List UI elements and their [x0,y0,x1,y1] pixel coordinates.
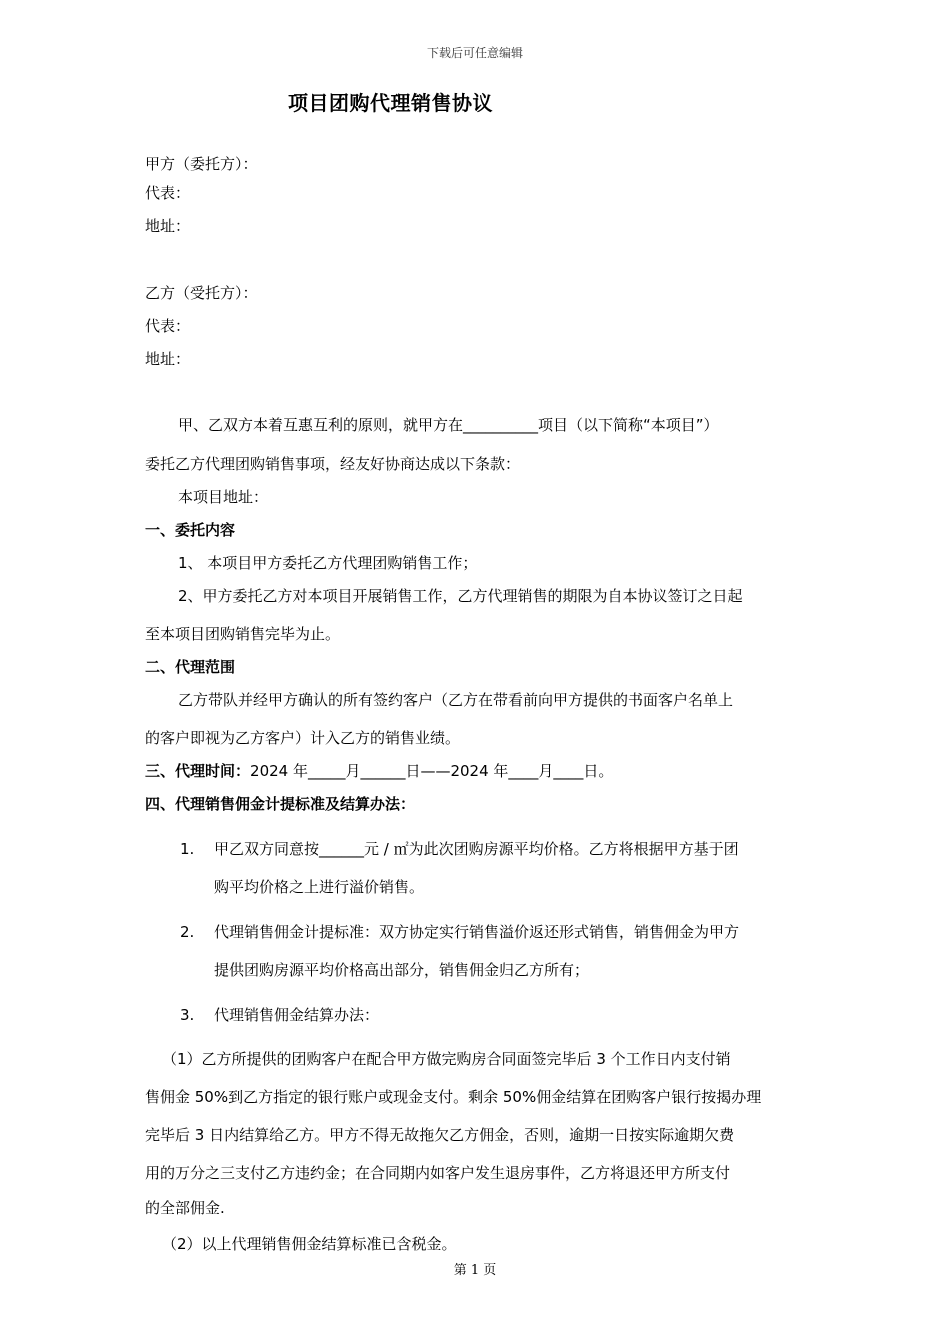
item-number: 2. [180,923,195,941]
document-title: 项目团购代理销售协议 [288,91,493,115]
project-address: 本项目地址： [178,488,269,506]
party-b-representative: 代表： [145,317,191,335]
settlement-paragraph-line-3: 完毕后 3 日内结算给乙方。甲方不得无故拖欠乙方佣金，否则，逾期一日按实际逾期欠费 [145,1126,735,1144]
section-3-prefix: 三、 [145,762,176,780]
item-number: 3. [180,1006,195,1024]
item-text: 甲乙双方同意按______元 / ㎡为此次团购房源平均价格。乙方将根据甲方基于团 [214,840,739,858]
intro-line-1: 甲、乙双方本着互惠互利的原则，就甲方在__________项目（以下简称“本项目”） [178,416,719,434]
settlement-paragraph-line-5: 的全部佣金. [145,1199,225,1217]
section-2-heading: 二、代理范围 [145,658,236,676]
page-header: 下载后可任意编辑 [426,46,523,60]
settlement-paragraph-line-4: 用的万分之三支付乙方违约金；在合同期内如客户发生退房事件，乙方将退还甲方所支付 [145,1164,731,1182]
section-2-line-1: 乙方带队并经甲方确认的所有签约客户（乙方在带看前向甲方提供的书面客户名单上 [178,691,734,709]
item-text: 代理销售佣金计提标准：双方协定实行销售溢价返还形式销售，销售佣金为甲方 [214,923,740,941]
section-1-item-1: 1、 本项目甲方委托乙方代理团购销售工作； [178,554,478,572]
section-4-item-1-line-2: 购平均价格之上进行溢价销售。 [214,878,425,896]
section-3-line [145,762,613,780]
settlement-paragraph-line-1: （1）乙方所提供的团购客户在配合甲方做完购房合同面签完毕后 3 个工作日内支付销 [162,1050,731,1068]
party-b-label: 乙方（受托方）： [145,284,258,302]
section-4-item-2-line-1 [180,923,739,941]
section-3-text: 2024 年_____月______日——2024 年____月____日。 [250,762,614,780]
section-2-line-2: 的客户即视为乙方客户）计入乙方的销售业绩。 [145,729,461,747]
section-1-item-2-line-2: 至本项目团购销售完毕为止。 [145,625,341,643]
party-b-address: 地址： [145,350,191,368]
settlement-paragraph-line-2: 售佣金 50%到乙方指定的银行账户或现金支付。剩余 50%佣金结算在团购客户银行按揭办理 [145,1088,762,1106]
party-a-address: 地址： [145,217,191,235]
tax-included-note: （2）以上代理销售佣金结算标准已含税金。 [162,1235,457,1253]
section-4-item-3-line-1 [180,1006,379,1024]
item-number: 1. [180,840,195,858]
party-a-label: 甲方（委托方）： [145,155,258,173]
section-1-item-2-line-1: 2、甲方委托乙方对本项目开展销售工作，乙方代理销售的期限为自本协议签订之日起 [178,587,743,605]
party-a-representative: 代表： [145,184,191,202]
section-4-item-1-line-1 [180,840,739,858]
item-text: 代理销售佣金结算办法： [214,1006,380,1024]
section-4-item-2-line-2: 提供团购房源平均价格高出部分，销售佣金归乙方所有； [214,961,590,979]
section-1-heading: 一、委托内容 [145,521,236,539]
section-3-label: 代理时间： [175,762,251,780]
page-footer: 第 1 页 [453,1263,497,1278]
intro-line-2: 委托乙方代理团购销售事项，经友好协商达成以下条款： [145,455,521,473]
section-4-heading: 四、代理销售佣金计提标准及结算办法： [145,795,416,813]
